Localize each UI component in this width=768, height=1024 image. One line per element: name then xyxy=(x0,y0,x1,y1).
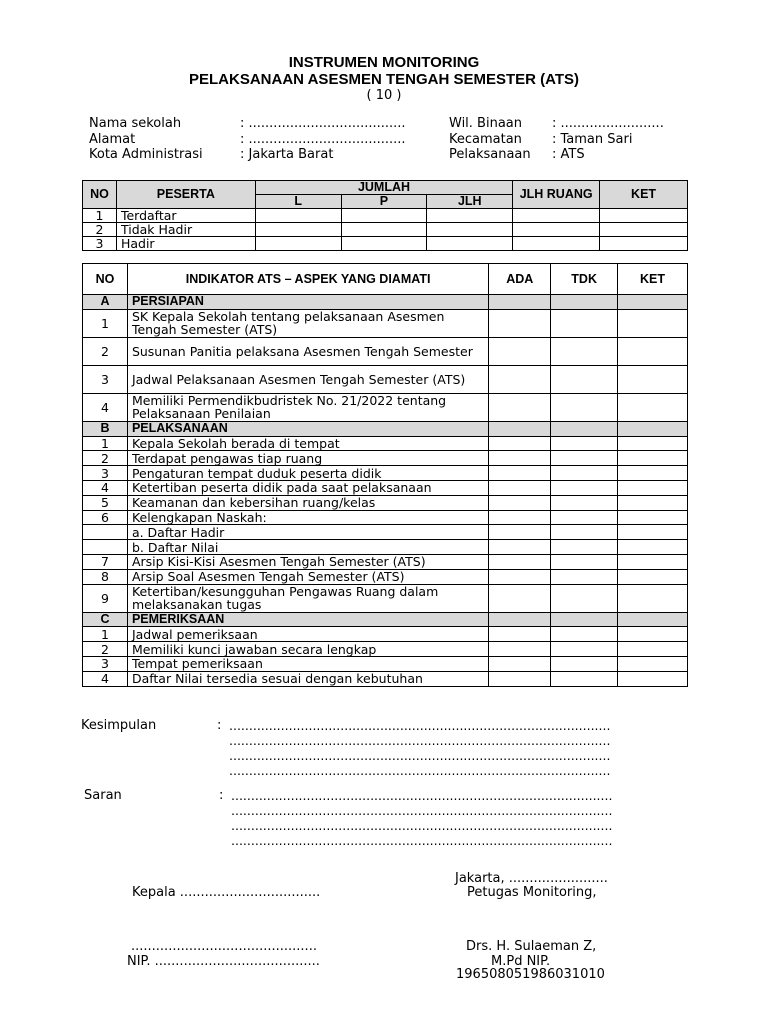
document-number: ( 10 ) xyxy=(366,88,402,103)
indikator-row-no: 4 xyxy=(83,480,128,495)
indikator-ket-cell xyxy=(618,569,688,584)
indikator-row-text: Kelengkapan Naskah: xyxy=(127,510,488,525)
indikator-tdk-cell xyxy=(551,436,618,451)
indikator-row-text: Ketertiban peserta didik pada saat pelaksanaan xyxy=(127,480,488,495)
indikator-row xyxy=(83,510,688,525)
saran-label: Saran xyxy=(84,788,122,803)
indikator-ada-cell xyxy=(489,642,551,657)
indikator-row xyxy=(83,656,688,671)
indikator-ada-cell xyxy=(489,495,551,510)
kepala-name-line: ............................................. xyxy=(131,939,317,954)
peserta-row xyxy=(83,237,688,251)
header-peserta: PESERTA xyxy=(116,181,255,209)
indikator-tdk-cell xyxy=(551,525,618,540)
indikator-ada-cell xyxy=(489,480,551,495)
indikator-ket-cell xyxy=(618,540,688,555)
indikator-tdk-cell xyxy=(551,365,618,393)
section-row xyxy=(83,295,688,310)
peserta-row-empty-cell xyxy=(513,209,600,223)
indikator-ket-cell xyxy=(618,671,688,686)
peserta-row-empty-cell xyxy=(600,209,688,223)
peserta-row-label: Terdaftar xyxy=(116,209,255,223)
indikator-tdk-cell xyxy=(551,554,618,569)
indikator-row-text: Jadwal Pelaksanaan Asesmen Tengah Semester (ATS) xyxy=(127,365,488,393)
indikator-ada-cell xyxy=(489,525,551,540)
indikator-ada-cell xyxy=(489,393,551,421)
kesimpulan-line-4: ................................................................................................ xyxy=(229,763,611,778)
indikator-ket-cell xyxy=(618,309,688,337)
header-tdk: TDK xyxy=(551,264,618,295)
indikator-row-text: Susunan Panitia pelaksana Asesmen Tengah Semester xyxy=(127,337,488,365)
document-title-line2: PELAKSANAAN ASESMEN TENGAH SEMESTER (ATS) xyxy=(188,71,580,88)
value-wil-binaan: : ......................... xyxy=(552,116,664,131)
peserta-row-label: Tidak Hadir xyxy=(116,223,255,237)
indikator-tdk-cell xyxy=(551,495,618,510)
peserta-row xyxy=(83,209,688,223)
indikator-ada-cell xyxy=(489,584,551,612)
indikator-ket-cell xyxy=(618,656,688,671)
indikator-ada-cell xyxy=(489,612,551,627)
indikator-tdk-cell xyxy=(551,510,618,525)
header-ket: KET xyxy=(600,181,688,209)
indikator-tdk-cell xyxy=(551,642,618,657)
header-jlh: JLH xyxy=(427,195,513,209)
indikator-row xyxy=(83,642,688,657)
indikator-row-no: 5 xyxy=(83,495,128,510)
place-date: Jakarta, ........................ xyxy=(455,871,608,886)
indikator-tdk-cell xyxy=(551,393,618,421)
section-letter: B xyxy=(83,421,128,436)
value-nama-sekolah: : ...................................... xyxy=(240,116,406,131)
indikator-row-no: 4 xyxy=(83,393,128,421)
indikator-row-text: a. Daftar Hadir xyxy=(127,525,488,540)
indikator-tdk-cell xyxy=(551,540,618,555)
section-row xyxy=(83,421,688,436)
indikator-tdk-cell xyxy=(551,295,618,310)
indikator-header-row xyxy=(83,264,688,295)
saran-colon: : xyxy=(219,788,224,803)
indikator-row xyxy=(83,671,688,686)
indikator-ket-cell xyxy=(618,584,688,612)
value-kecamatan: : Taman Sari xyxy=(552,132,633,147)
indikator-row xyxy=(83,436,688,451)
indikator-ada-cell xyxy=(489,365,551,393)
header-l: L xyxy=(255,195,341,209)
peserta-row-empty-cell xyxy=(255,209,341,223)
saran-line-1: ................................................................................................ xyxy=(231,788,613,803)
kesimpulan-line-3: ................................................................................................ xyxy=(229,748,611,763)
section-row xyxy=(83,612,688,627)
peserta-row-empty-cell xyxy=(255,223,341,237)
label-alamat: Alamat xyxy=(89,132,136,147)
indikator-ada-cell xyxy=(489,656,551,671)
indikator-tdk-cell xyxy=(551,627,618,642)
peserta-row-empty-cell xyxy=(341,237,427,251)
indikator-row-no: 2 xyxy=(83,337,128,365)
officer-name: Drs. H. Sulaeman Z, xyxy=(466,939,597,954)
indikator-tdk-cell xyxy=(551,451,618,466)
indikator-row-no: 6 xyxy=(83,510,128,525)
indikator-row xyxy=(83,451,688,466)
saran-line-2: ................................................................................................ xyxy=(231,803,613,818)
indikator-ada-cell xyxy=(489,540,551,555)
indikator-row-no: 3 xyxy=(83,365,128,393)
peserta-row-label: Hadir xyxy=(116,237,255,251)
peserta-row-empty-cell xyxy=(513,237,600,251)
indikator-ket-cell xyxy=(618,466,688,481)
indikator-ada-cell xyxy=(489,554,551,569)
header-indikator: INDIKATOR ATS – ASPEK YANG DIAMATI xyxy=(127,264,488,295)
indikator-row-text: Memiliki Permendikbudristek No. 21/2022 tentang Pelaksanaan Penilaian xyxy=(127,393,488,421)
indikator-row-no: 1 xyxy=(83,436,128,451)
indikator-ada-cell xyxy=(489,466,551,481)
header-ket: KET xyxy=(618,264,688,295)
indikator-row-text: Kepala Sekolah berada di tempat xyxy=(127,436,488,451)
indikator-row-text: Ketertiban/kesungguhan Pengawas Ruang dalam melaksanakan tugas xyxy=(127,584,488,612)
indikator-tdk-cell xyxy=(551,569,618,584)
label-kota: Kota Administrasi xyxy=(89,147,203,162)
indikator-ket-cell xyxy=(618,436,688,451)
indikator-row-text: Arsip Soal Asesmen Tengah Semester (ATS) xyxy=(127,569,488,584)
indikator-ada-cell xyxy=(489,569,551,584)
section-title: PEMERIKSAAN xyxy=(127,612,488,627)
kesimpulan-line-2: ................................................................................................ xyxy=(229,733,611,748)
peserta-row-empty-cell xyxy=(341,223,427,237)
label-pelaksanaan: Pelaksanaan xyxy=(449,147,531,162)
value-kota: : Jakarta Barat xyxy=(240,147,334,162)
indikator-tdk-cell xyxy=(551,612,618,627)
indikator-table xyxy=(82,263,688,687)
indikator-ada-cell xyxy=(489,451,551,466)
indikator-ket-cell xyxy=(618,421,688,436)
indikator-tdk-cell xyxy=(551,421,618,436)
kesimpulan-colon: : xyxy=(217,718,222,733)
indikator-tdk-cell xyxy=(551,337,618,365)
peserta-row-empty-cell xyxy=(255,237,341,251)
indikator-row xyxy=(83,569,688,584)
header-no: NO xyxy=(83,181,117,209)
indikator-ada-cell xyxy=(489,510,551,525)
indikator-row-text: b. Daftar Nilai xyxy=(127,540,488,555)
peserta-row xyxy=(83,223,688,237)
peserta-row-empty-cell xyxy=(427,209,513,223)
indikator-ket-cell xyxy=(618,642,688,657)
peserta-header-row xyxy=(83,181,688,195)
header-jlh-ruang: JLH RUANG xyxy=(513,181,600,209)
indikator-row xyxy=(83,365,688,393)
indikator-row xyxy=(83,627,688,642)
indikator-row-no xyxy=(83,525,128,540)
header-p: P xyxy=(341,195,427,209)
indikator-row xyxy=(83,337,688,365)
indikator-row-text: SK Kepala Sekolah tentang pelaksanaan Asesmen Tengah Semester (ATS) xyxy=(127,309,488,337)
label-kecamatan: Kecamatan xyxy=(449,132,522,147)
document-title-line1: INSTRUMEN MONITORING xyxy=(288,54,480,71)
kepala-nip: NIP. ........................................ xyxy=(127,954,320,969)
indikator-ket-cell xyxy=(618,495,688,510)
indikator-row-no: 4 xyxy=(83,671,128,686)
indikator-tdk-cell xyxy=(551,466,618,481)
indikator-ket-cell xyxy=(618,612,688,627)
indikator-row-text: Pengaturan tempat duduk peserta didik xyxy=(127,466,488,481)
indikator-row-text: Tempat pemeriksaan xyxy=(127,656,488,671)
label-nama-sekolah: Nama sekolah xyxy=(89,116,182,131)
indikator-row-no: 3 xyxy=(83,466,128,481)
indikator-ada-cell xyxy=(489,309,551,337)
value-pelaksanaan: : ATS xyxy=(552,147,585,162)
indikator-ket-cell xyxy=(618,365,688,393)
indikator-ket-cell xyxy=(618,627,688,642)
indikator-row-no: 9 xyxy=(83,584,128,612)
indikator-row-text: Terdapat pengawas tiap ruang xyxy=(127,451,488,466)
indikator-ket-cell xyxy=(618,295,688,310)
indikator-row-no xyxy=(83,540,128,555)
indikator-row-text: Arsip Kisi-Kisi Asesmen Tengah Semester (ATS) xyxy=(127,554,488,569)
saran-line-3: ................................................................................................ xyxy=(231,818,613,833)
indikator-ket-cell xyxy=(618,337,688,365)
indikator-row-no: 8 xyxy=(83,569,128,584)
indikator-tdk-cell xyxy=(551,309,618,337)
kesimpulan-line-1: ................................................................................................ xyxy=(229,718,611,733)
indikator-row-text: Memiliki kunci jawaban secara lengkap xyxy=(127,642,488,657)
indikator-row xyxy=(83,525,688,540)
indikator-row-no: 2 xyxy=(83,642,128,657)
indikator-row-text: Keamanan dan kebersihan ruang/kelas xyxy=(127,495,488,510)
indikator-ada-cell xyxy=(489,436,551,451)
indikator-row xyxy=(83,554,688,569)
kesimpulan-label: Kesimpulan xyxy=(81,718,157,733)
indikator-row xyxy=(83,584,688,612)
indikator-ada-cell xyxy=(489,421,551,436)
indikator-ada-cell xyxy=(489,671,551,686)
header-jumlah: JUMLAH xyxy=(255,181,512,195)
indikator-row xyxy=(83,540,688,555)
indikator-row xyxy=(83,495,688,510)
indikator-ket-cell xyxy=(618,510,688,525)
indikator-row xyxy=(83,480,688,495)
peserta-row-empty-cell xyxy=(513,223,600,237)
peserta-row-no: 3 xyxy=(83,237,117,251)
section-letter: A xyxy=(83,295,128,310)
indikator-tdk-cell xyxy=(551,480,618,495)
officer-role: Petugas Monitoring, xyxy=(467,885,597,900)
indikator-row xyxy=(83,466,688,481)
peserta-row-empty-cell xyxy=(600,223,688,237)
indikator-row-no: 7 xyxy=(83,554,128,569)
peserta-row-empty-cell xyxy=(341,209,427,223)
indikator-ket-cell xyxy=(618,480,688,495)
saran-line-4: ................................................................................................ xyxy=(231,833,613,848)
peserta-row-no: 2 xyxy=(83,223,117,237)
indikator-row xyxy=(83,309,688,337)
section-title: PELAKSANAAN xyxy=(127,421,488,436)
indikator-ket-cell xyxy=(618,525,688,540)
indikator-ket-cell xyxy=(618,554,688,569)
indikator-tdk-cell xyxy=(551,584,618,612)
indikator-row-text: Jadwal pemeriksaan xyxy=(127,627,488,642)
peserta-row-empty-cell xyxy=(427,223,513,237)
section-title: PERSIAPAN xyxy=(127,295,488,310)
peserta-row-no: 1 xyxy=(83,209,117,223)
peserta-table xyxy=(82,180,688,251)
indikator-row-text: Daftar Nilai tersedia sesuai dengan kebutuhan xyxy=(127,671,488,686)
peserta-row-empty-cell xyxy=(600,237,688,251)
indikator-ada-cell xyxy=(489,627,551,642)
indikator-ket-cell xyxy=(618,393,688,421)
peserta-row-empty-cell xyxy=(427,237,513,251)
indikator-row-no: 2 xyxy=(83,451,128,466)
officer-degree-nip: M.Pd NIP. xyxy=(491,954,551,969)
indikator-ada-cell xyxy=(489,337,551,365)
indikator-ket-cell xyxy=(618,451,688,466)
kepala-label: Kepala .................................. xyxy=(132,885,321,900)
label-wil-binaan: Wil. Binaan xyxy=(449,116,522,131)
section-letter: C xyxy=(83,612,128,627)
indikator-tdk-cell xyxy=(551,671,618,686)
indikator-row-no: 3 xyxy=(83,656,128,671)
indikator-tdk-cell xyxy=(551,656,618,671)
indikator-row xyxy=(83,393,688,421)
value-alamat: : ...................................... xyxy=(240,132,406,147)
indikator-row-no: 1 xyxy=(83,627,128,642)
header-ada: ADA xyxy=(489,264,551,295)
indikator-ada-cell xyxy=(489,295,551,310)
officer-nip: 196508051986031010 xyxy=(456,967,605,982)
header-no: NO xyxy=(83,264,128,295)
indikator-row-no: 1 xyxy=(83,309,128,337)
